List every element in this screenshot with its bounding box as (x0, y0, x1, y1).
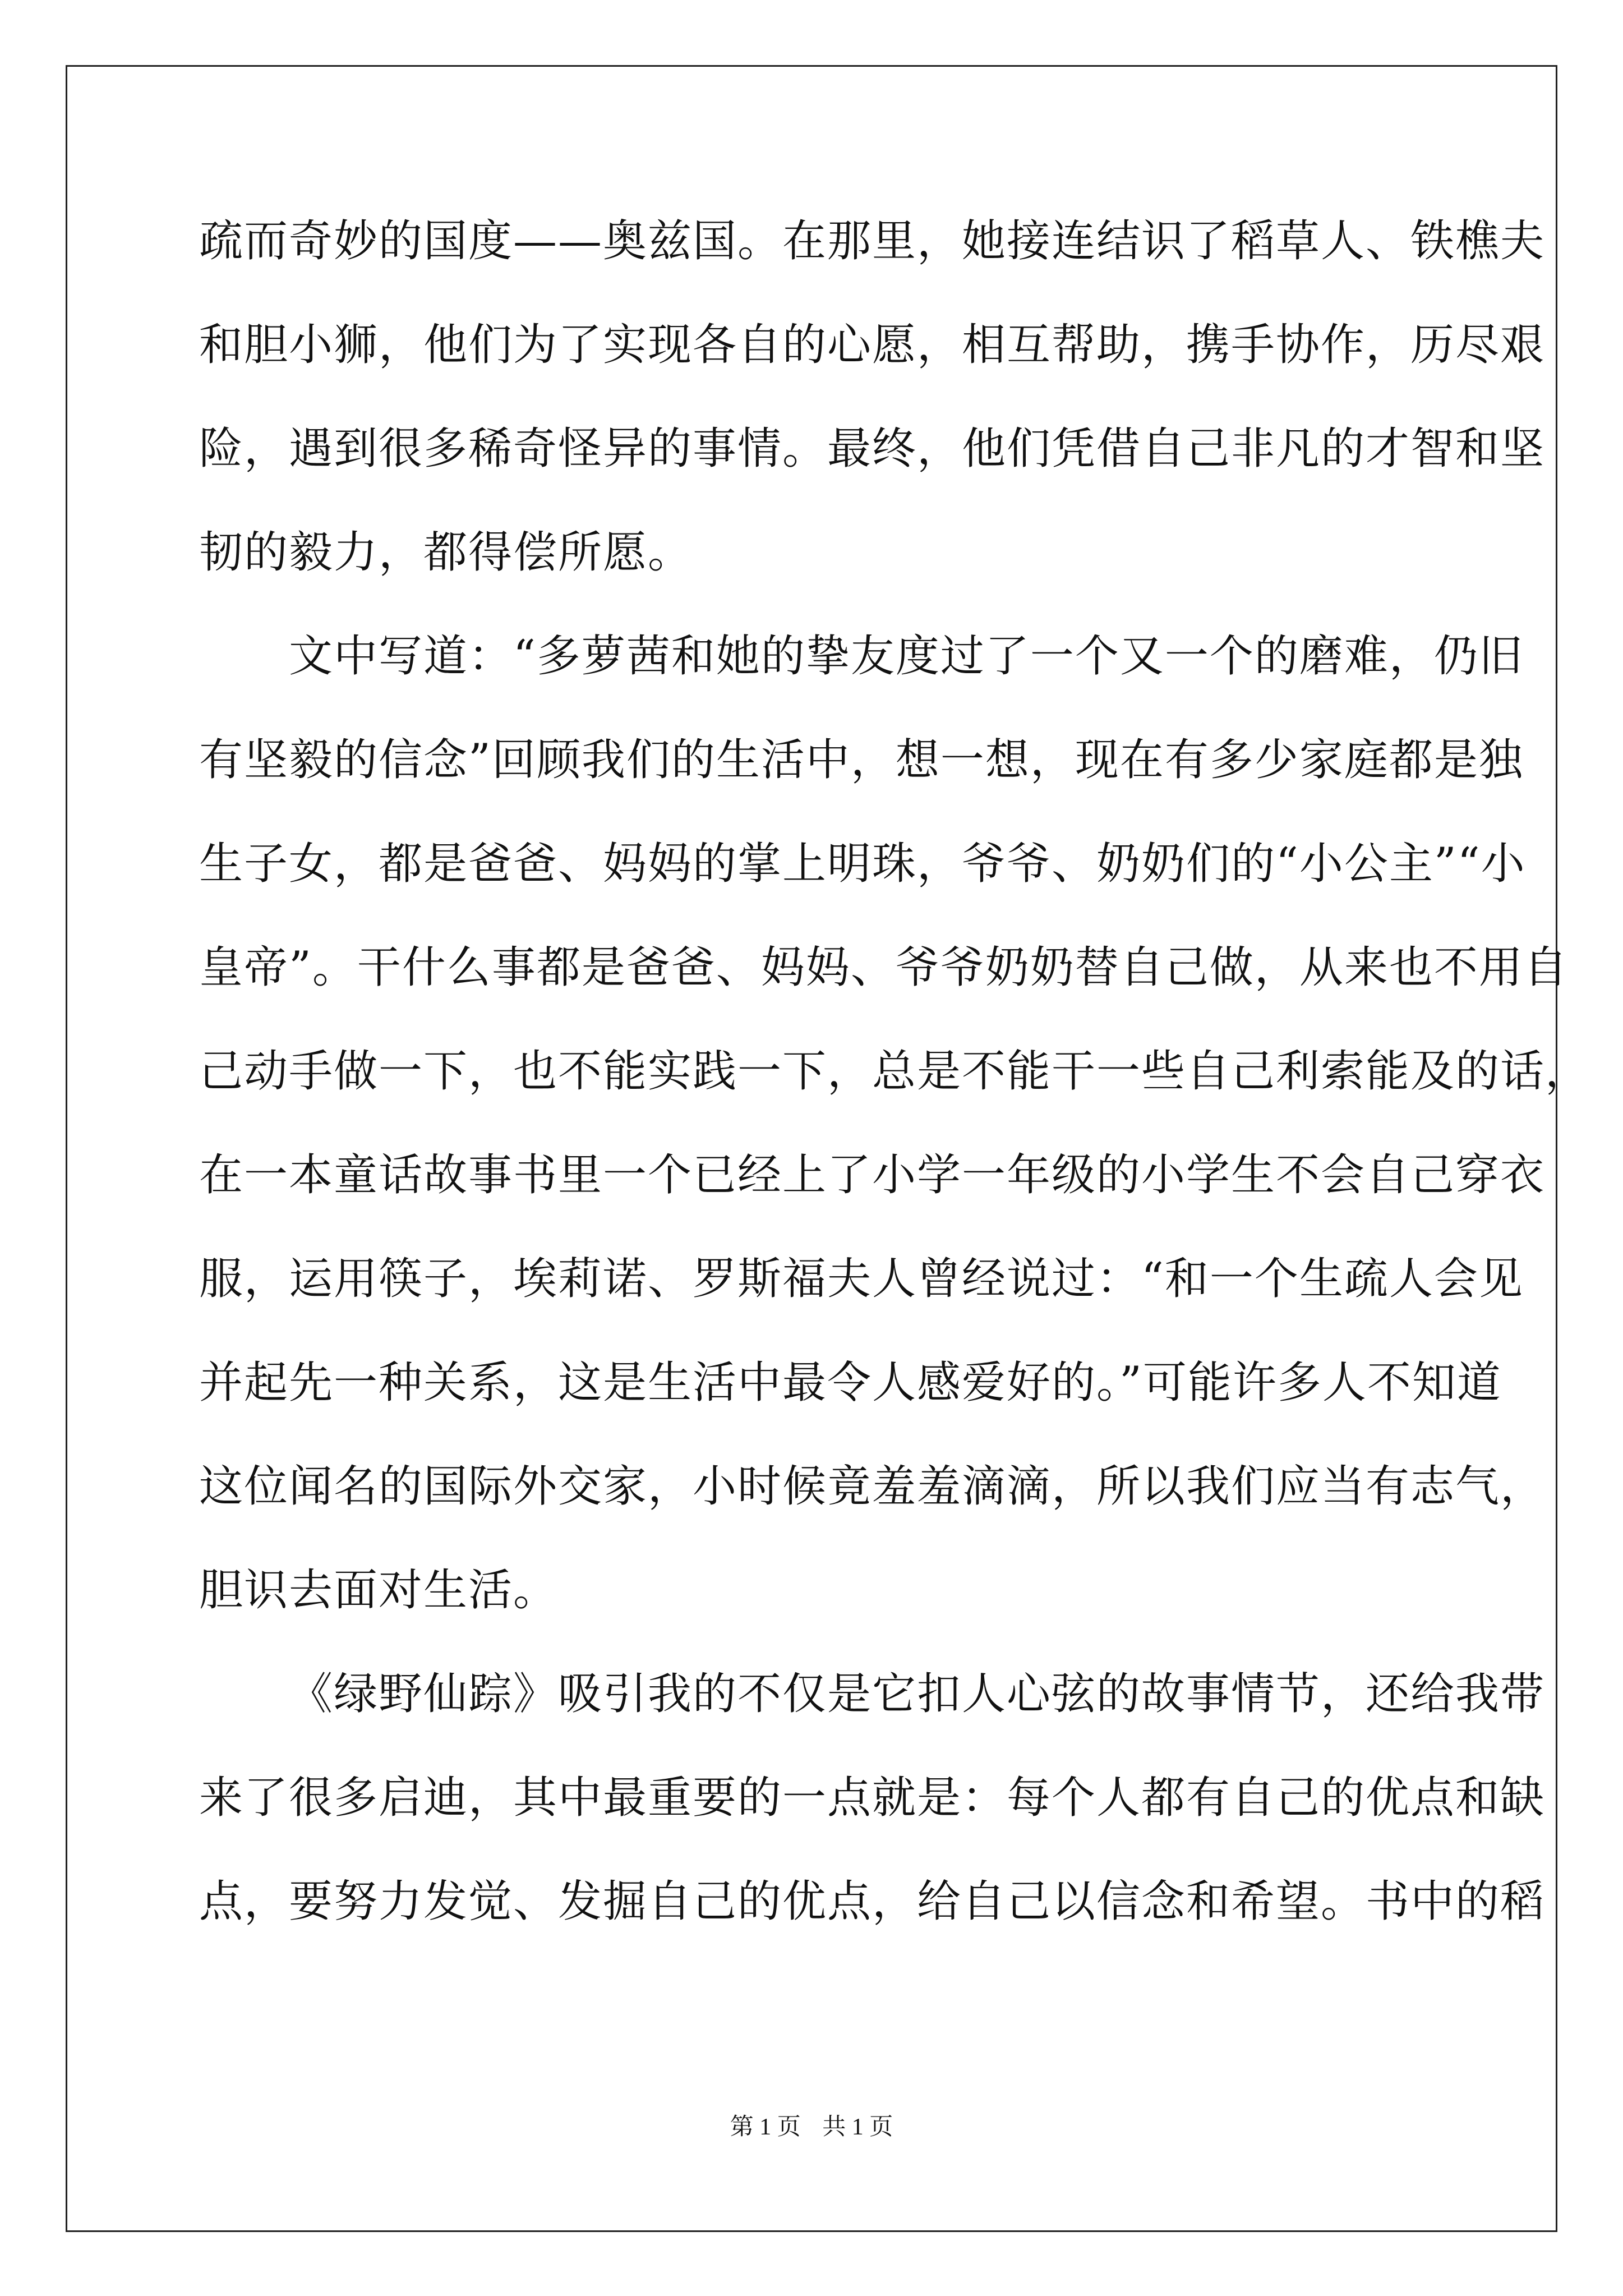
paragraph-start-line: 文中写道：“多萝茜和她的挚友度过了一个又一个的磨难，仍旧 (289, 631, 1524, 682)
text-line: 己动手做一下，也不能实践一下，总是不能干一些自己利索能及的话， (199, 1046, 1590, 1097)
text-line: 并起先一种关系，这是生活中最令人感爱好的。”可能许多人不知道 (199, 1358, 1502, 1408)
text-line: 服，运用筷子，埃莉诺、罗斯福夫人曾经说过：“和一个生疏人会见 (199, 1254, 1524, 1304)
paragraph-start-line: 《绿野仙踪》吸引我的不仅是它扣人心弦的故事情节，还给我带 (289, 1669, 1546, 1719)
text-line: 在一本童话故事书里一个已经上了小学一年级的小学生不会自己穿衣 (199, 1150, 1546, 1200)
text-line: 皇帝”。干什么事都是爸爸、妈妈、爷爷奶奶替自己做，从来也不用自 (199, 942, 1569, 993)
text-line: 和胆小狮，他们为了实现各自的心愿，相互帮助，携手协作，历尽艰 (199, 320, 1546, 370)
page-footer (0, 2108, 1623, 2142)
text-line: 胆识去面对生活。 (199, 1565, 559, 1616)
text-line: 韧的毅力，都得偿所愿。 (199, 527, 693, 578)
page-number: 第 1 页 (730, 2114, 801, 2140)
text-line: 来了很多启迪，其中最重要的一点就是：每个人都有自己的优点和缺 (199, 1773, 1546, 1823)
text-line: 生子女，都是爸爸、妈妈的掌上明珠，爷爷、奶奶们的“小公主”“小 (199, 839, 1526, 889)
text-line: 险，遇到很多稀奇怪异的事情。最终，他们凭借自己非凡的才智和坚 (199, 424, 1546, 474)
total-pages: 共 1 页 (822, 2114, 893, 2140)
text-line: 有坚毅的信念”回顾我们的生活中，想一想，现在有多少家庭都是独 (199, 735, 1524, 785)
text-line: 疏而奇妙的国度——奥兹国。在那里，她接连结识了稻草人、铁樵夫 (199, 216, 1546, 266)
document-body (199, 213, 1590, 1977)
text-line: 这位闻名的国际外交家，小时候竟羞羞滴滴，所以我们应当有志气， (199, 1461, 1546, 1512)
text-line: 点，要努力发觉、发掘自己的优点，给自己以信念和希望。书中的稻 (199, 1876, 1546, 1927)
